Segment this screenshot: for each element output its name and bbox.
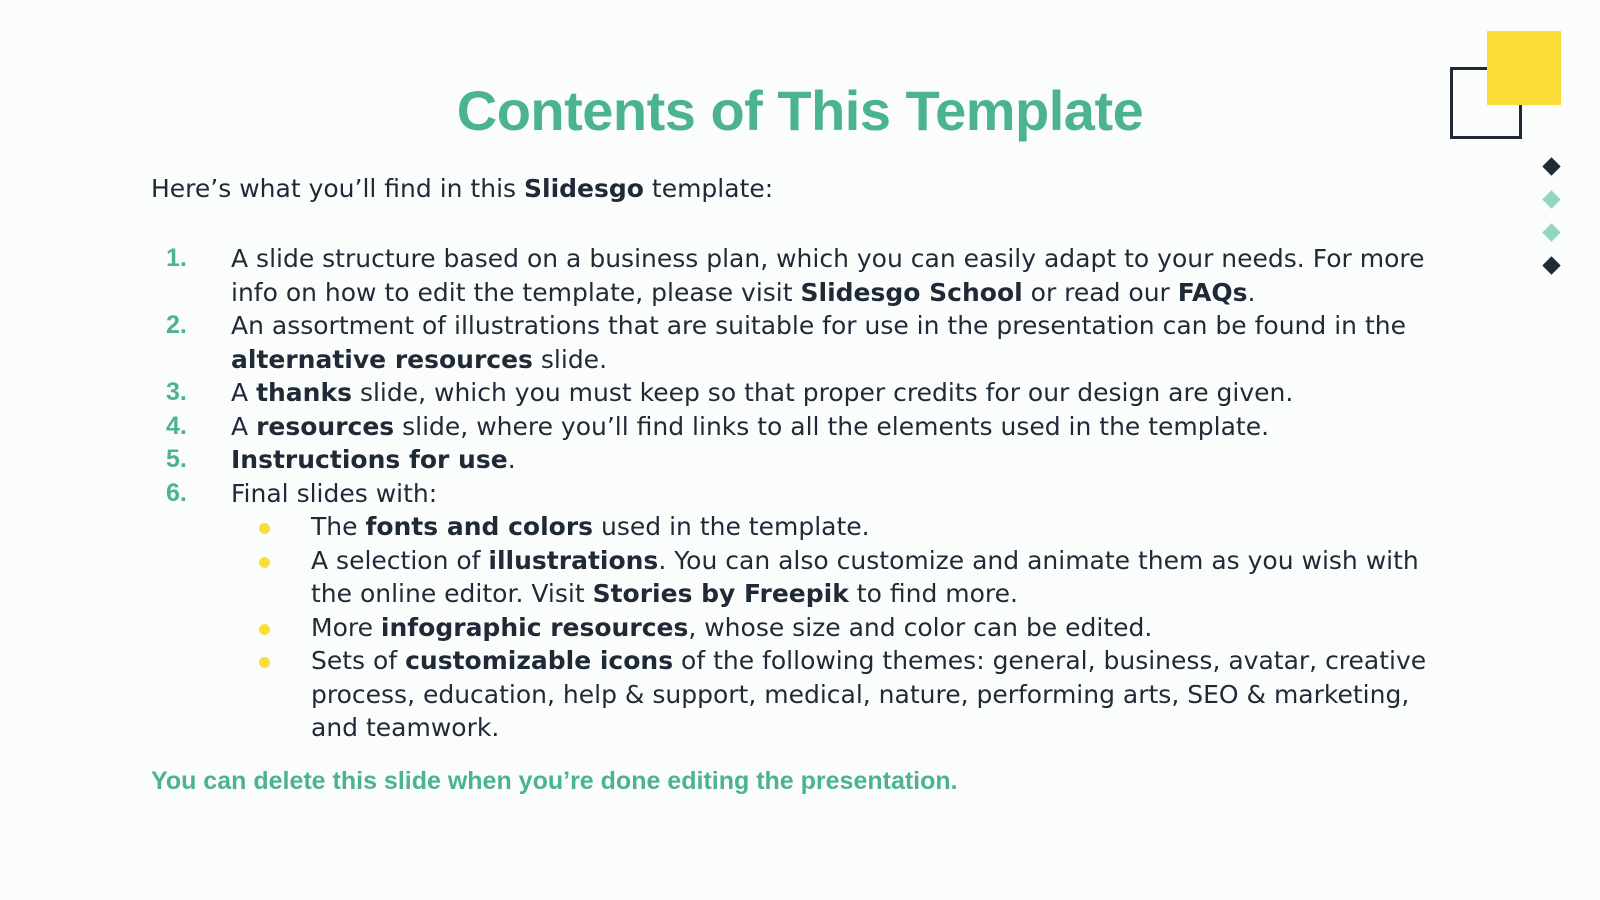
dark-diamond-icon xyxy=(1542,256,1560,274)
footer-note: You can delete this slide when you’re done editing the presentation. xyxy=(151,767,958,795)
sub-list-item: Sets of customizable icons of the following themes: general, business, avatar, creative process, education, help & support, medical, nature, performing arts, SEO & marketing, and teamwork. xyxy=(231,644,1451,745)
sub-list xyxy=(231,510,1451,745)
list-item: 3. A thanks slide, which you must keep so that proper credits for our design are given. xyxy=(151,376,1451,410)
green-diamond-icon xyxy=(1542,190,1560,208)
list-item: 1. A slide structure based on a business plan, which you can easily adapt to your needs. For more info on how to edit the template, please visit Slidesgo School or read our FAQs. xyxy=(166,244,1425,307)
list-item: 2. An assortment of illustrations that are suitable for use in the presentation can be found in the alternative resources slide. xyxy=(166,311,1406,374)
bullet-icon xyxy=(259,657,270,668)
sub-list-item: The fonts and colors used in the template. xyxy=(231,510,1451,544)
item-number: 3. xyxy=(166,378,187,406)
intro-text: Here’s what you’ll find in this Slidesgo template: xyxy=(151,174,774,203)
item-number: 4. xyxy=(166,411,187,440)
item-number: 5. xyxy=(166,445,187,473)
green-diamond-icon xyxy=(1542,223,1560,241)
slide-title: Contents of This Template xyxy=(456,79,1144,142)
item-number: 1. xyxy=(166,244,187,272)
bullet-icon xyxy=(259,523,270,534)
dark-diamond-icon xyxy=(1542,157,1560,175)
list-item: 4. A resources slide, where you’ll find links to all the elements used in the template. xyxy=(151,410,1451,444)
item-number: 6. xyxy=(166,478,187,507)
sub-list-item: More infographic resources, whose size and color can be edited. xyxy=(231,611,1451,645)
list-item: 5. Instructions for use. xyxy=(151,443,1451,477)
bullet-icon xyxy=(259,557,270,568)
sub-list-item: A selection of illustrations. You can also customize and animate them as you wish with the online editor. Visit Stories by Freepik to find more. xyxy=(231,544,1451,611)
item-number: 2. xyxy=(166,311,187,339)
contents-list xyxy=(151,242,1451,745)
list-item: 6. Final slides with: The fonts and colors used in the template. A selection of illustrations. You can also customize and animate them as you wish with the online editor. Visit Stories by Freepik to find more. More infographic resources, whose size and color can be edited. Sets of customizable icons of the following themes: general, business, avatar, creative process, education, help & support, medical, nature, performing arts, SEO & marketing, and teamwork. xyxy=(151,477,1451,745)
bullet-icon xyxy=(259,624,270,635)
